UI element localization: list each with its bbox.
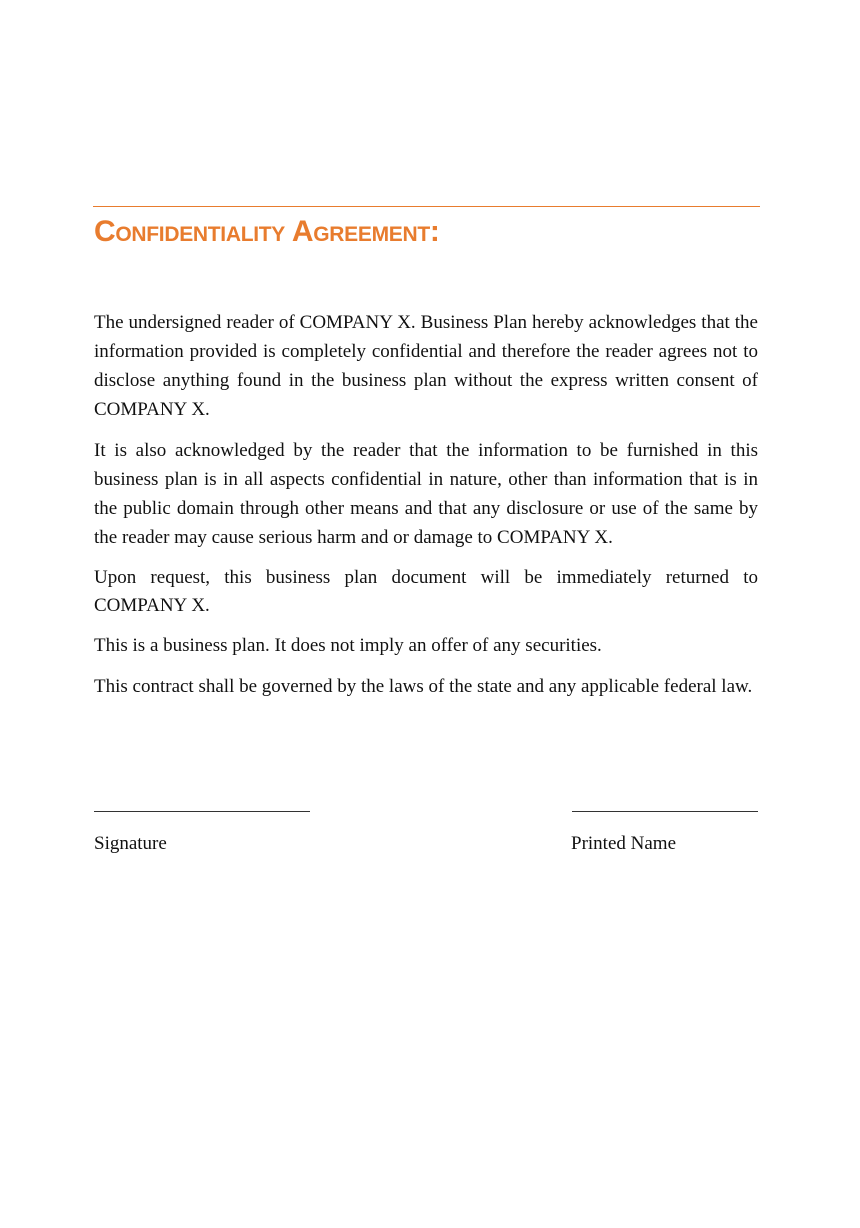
paragraph-acknowledgement: It is also acknowledged by the reader that the information to be furnished in this business plan is in all aspects confidential in nature, other than information that is in the public domain through other means and that any disclosure or use of the same by the reader may cause serious harm and or damage to COMPANY X. bbox=[94, 440, 758, 548]
paragraph-securities: This is a business plan. It does not imply an offer of any securities. bbox=[94, 635, 602, 656]
heading-rule bbox=[93, 206, 760, 207]
paragraph-intro: The undersigned reader of COMPANY X. Business Plan hereby acknowledges that the information provided is completely confidential and therefore the reader agrees not to disclose anything found in the business plan without the express written consent of COMPANY X. bbox=[94, 312, 758, 420]
signature-line bbox=[94, 811, 310, 812]
printed-name-line bbox=[572, 811, 758, 812]
agreement-body bbox=[94, 308, 758, 713]
printed-name-label: Printed Name bbox=[571, 833, 677, 854]
page-title: Confidentiality Agreement: bbox=[94, 215, 440, 248]
paragraph-return: Upon request, this business plan document will be immediately returned to COMPANY X. bbox=[94, 567, 758, 616]
signature-label: Signature bbox=[94, 833, 167, 854]
paragraph-governing-law: This contract shall be governed by the laws of the state and any applicable federal law. bbox=[94, 676, 753, 697]
